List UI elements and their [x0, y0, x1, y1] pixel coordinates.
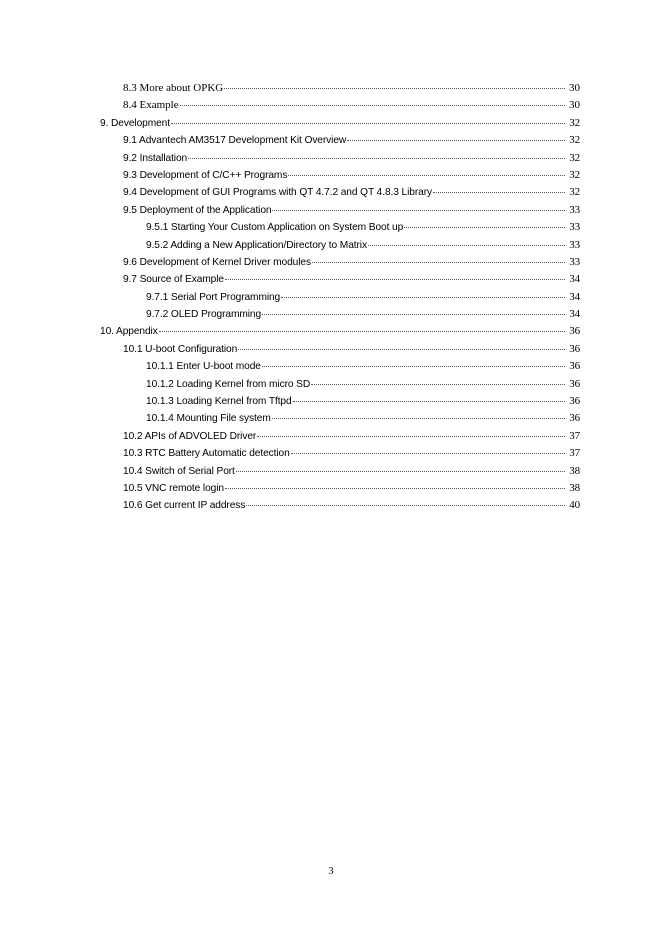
toc-entry[interactable] — [0, 497, 662, 514]
toc-entry-title: 9.5.1 Starting Your Custom Application on System Boot up — [146, 222, 404, 234]
toc-dot-leader — [288, 165, 565, 176]
toc-entry-page: 33 — [569, 255, 580, 268]
toc-dot-leader — [224, 78, 565, 89]
toc-entry-page: 40 — [569, 499, 580, 512]
toc-entry-page: 36 — [569, 377, 580, 390]
toc-dot-leader — [433, 182, 565, 193]
table-of-contents — [0, 80, 662, 515]
toc-dot-leader — [291, 443, 565, 454]
toc-dot-leader — [281, 287, 565, 298]
toc-dot-leader — [171, 113, 565, 124]
toc-entry-title: 9.4 Development of GUI Programs with QT 4.7.2 and QT 4.8.3 Library — [123, 187, 432, 199]
toc-dot-leader — [368, 235, 565, 246]
toc-entry-page: 32 — [569, 151, 580, 164]
toc-entry-page: 30 — [569, 82, 580, 94]
toc-entry-page: 36 — [569, 360, 580, 373]
toc-entry-title: 9.1 Advantech AM3517 Development Kit Overview — [123, 135, 347, 147]
toc-entry-title: 9.5 Deployment of the Application — [123, 204, 272, 216]
toc-entry-page: 36 — [569, 412, 580, 425]
toc-entry-page: 33 — [569, 221, 580, 234]
toc-dot-leader — [311, 374, 565, 385]
toc-entry-title: 9.7.1 Serial Port Programming — [146, 291, 281, 303]
toc-dot-leader — [246, 495, 565, 506]
toc-entry-title: 10.1 U-boot Configuration — [123, 343, 238, 355]
toc-dot-leader — [293, 391, 565, 402]
toc-dot-leader — [225, 478, 565, 489]
toc-dot-leader — [225, 269, 565, 280]
toc-dot-leader — [347, 130, 565, 141]
toc-entry-page: 36 — [569, 325, 580, 338]
toc-entry-page: 38 — [569, 464, 580, 477]
page-number: 3 — [328, 866, 334, 877]
toc-entry-title: 10.1.2 Loading Kernel from micro SD — [146, 378, 311, 390]
toc-entry-title: 10.5 VNC remote login — [123, 482, 224, 494]
toc-entry-title: 9.7 Source of Example — [123, 274, 224, 286]
toc-dot-leader — [272, 408, 565, 419]
toc-dot-leader — [272, 200, 565, 211]
toc-entry-title: 9.5.2 Adding a New Application/Directory to Matrix — [146, 239, 367, 251]
toc-entry-page: 36 — [569, 395, 580, 408]
toc-entry-title: 10.1.4 Mounting File system — [146, 413, 271, 425]
toc-entry-page: 34 — [569, 273, 580, 286]
toc-entry-page: 32 — [569, 116, 580, 129]
toc-dot-leader — [180, 95, 565, 106]
toc-entry-title: 10.3 RTC Battery Automatic detection — [123, 448, 290, 460]
toc-dot-leader — [257, 426, 565, 437]
toc-dot-leader — [188, 148, 565, 159]
toc-entry-page: 34 — [569, 290, 580, 303]
toc-entry-page: 32 — [569, 134, 580, 147]
toc-dot-leader — [262, 356, 565, 367]
toc-entry-title: 8.4 Example — [123, 99, 179, 112]
toc-entry-page: 37 — [569, 429, 580, 442]
toc-entry-title: 10.4 Switch of Serial Port — [123, 465, 235, 477]
toc-dot-leader — [236, 461, 565, 472]
toc-dot-leader — [238, 339, 565, 350]
toc-entry-title: 9.7.2 OLED Programming — [146, 309, 262, 321]
toc-entry-title: 10.1.3 Loading Kernel from Tftpd — [146, 396, 292, 408]
toc-entry-title: 9. Development — [100, 117, 170, 129]
toc-entry-title: 8.3 More about OPKG — [123, 82, 224, 94]
toc-entry-page: 32 — [569, 186, 580, 199]
toc-entry-title: 9.2 Installation — [123, 152, 188, 164]
toc-entry-page: 34 — [569, 308, 580, 321]
toc-entry-page: 33 — [569, 203, 580, 216]
toc-entry-title: 10.6 Get current IP address — [123, 500, 246, 512]
toc-dot-leader — [262, 304, 565, 315]
toc-dot-leader — [404, 217, 565, 228]
toc-dot-leader — [312, 252, 565, 263]
toc-entry-title: 10. Appendix — [100, 326, 158, 338]
toc-entry-title: 9.3 Development of C/C++ Programs — [123, 169, 288, 181]
toc-dot-leader — [159, 321, 565, 332]
toc-entry-page: 30 — [569, 99, 580, 112]
toc-entry-title: 10.1.1 Enter U-boot mode — [146, 361, 261, 373]
toc-entry-page: 32 — [569, 168, 580, 181]
toc-entry-title: 10.2 APIs of ADVOLED Driver — [123, 430, 257, 442]
toc-entry-page: 36 — [569, 342, 580, 355]
toc-entry-page: 33 — [569, 238, 580, 251]
toc-entry-page: 37 — [569, 447, 580, 460]
toc-entry-page: 38 — [569, 481, 580, 494]
toc-entry-title: 9.6 Development of Kernel Driver modules — [123, 256, 311, 268]
